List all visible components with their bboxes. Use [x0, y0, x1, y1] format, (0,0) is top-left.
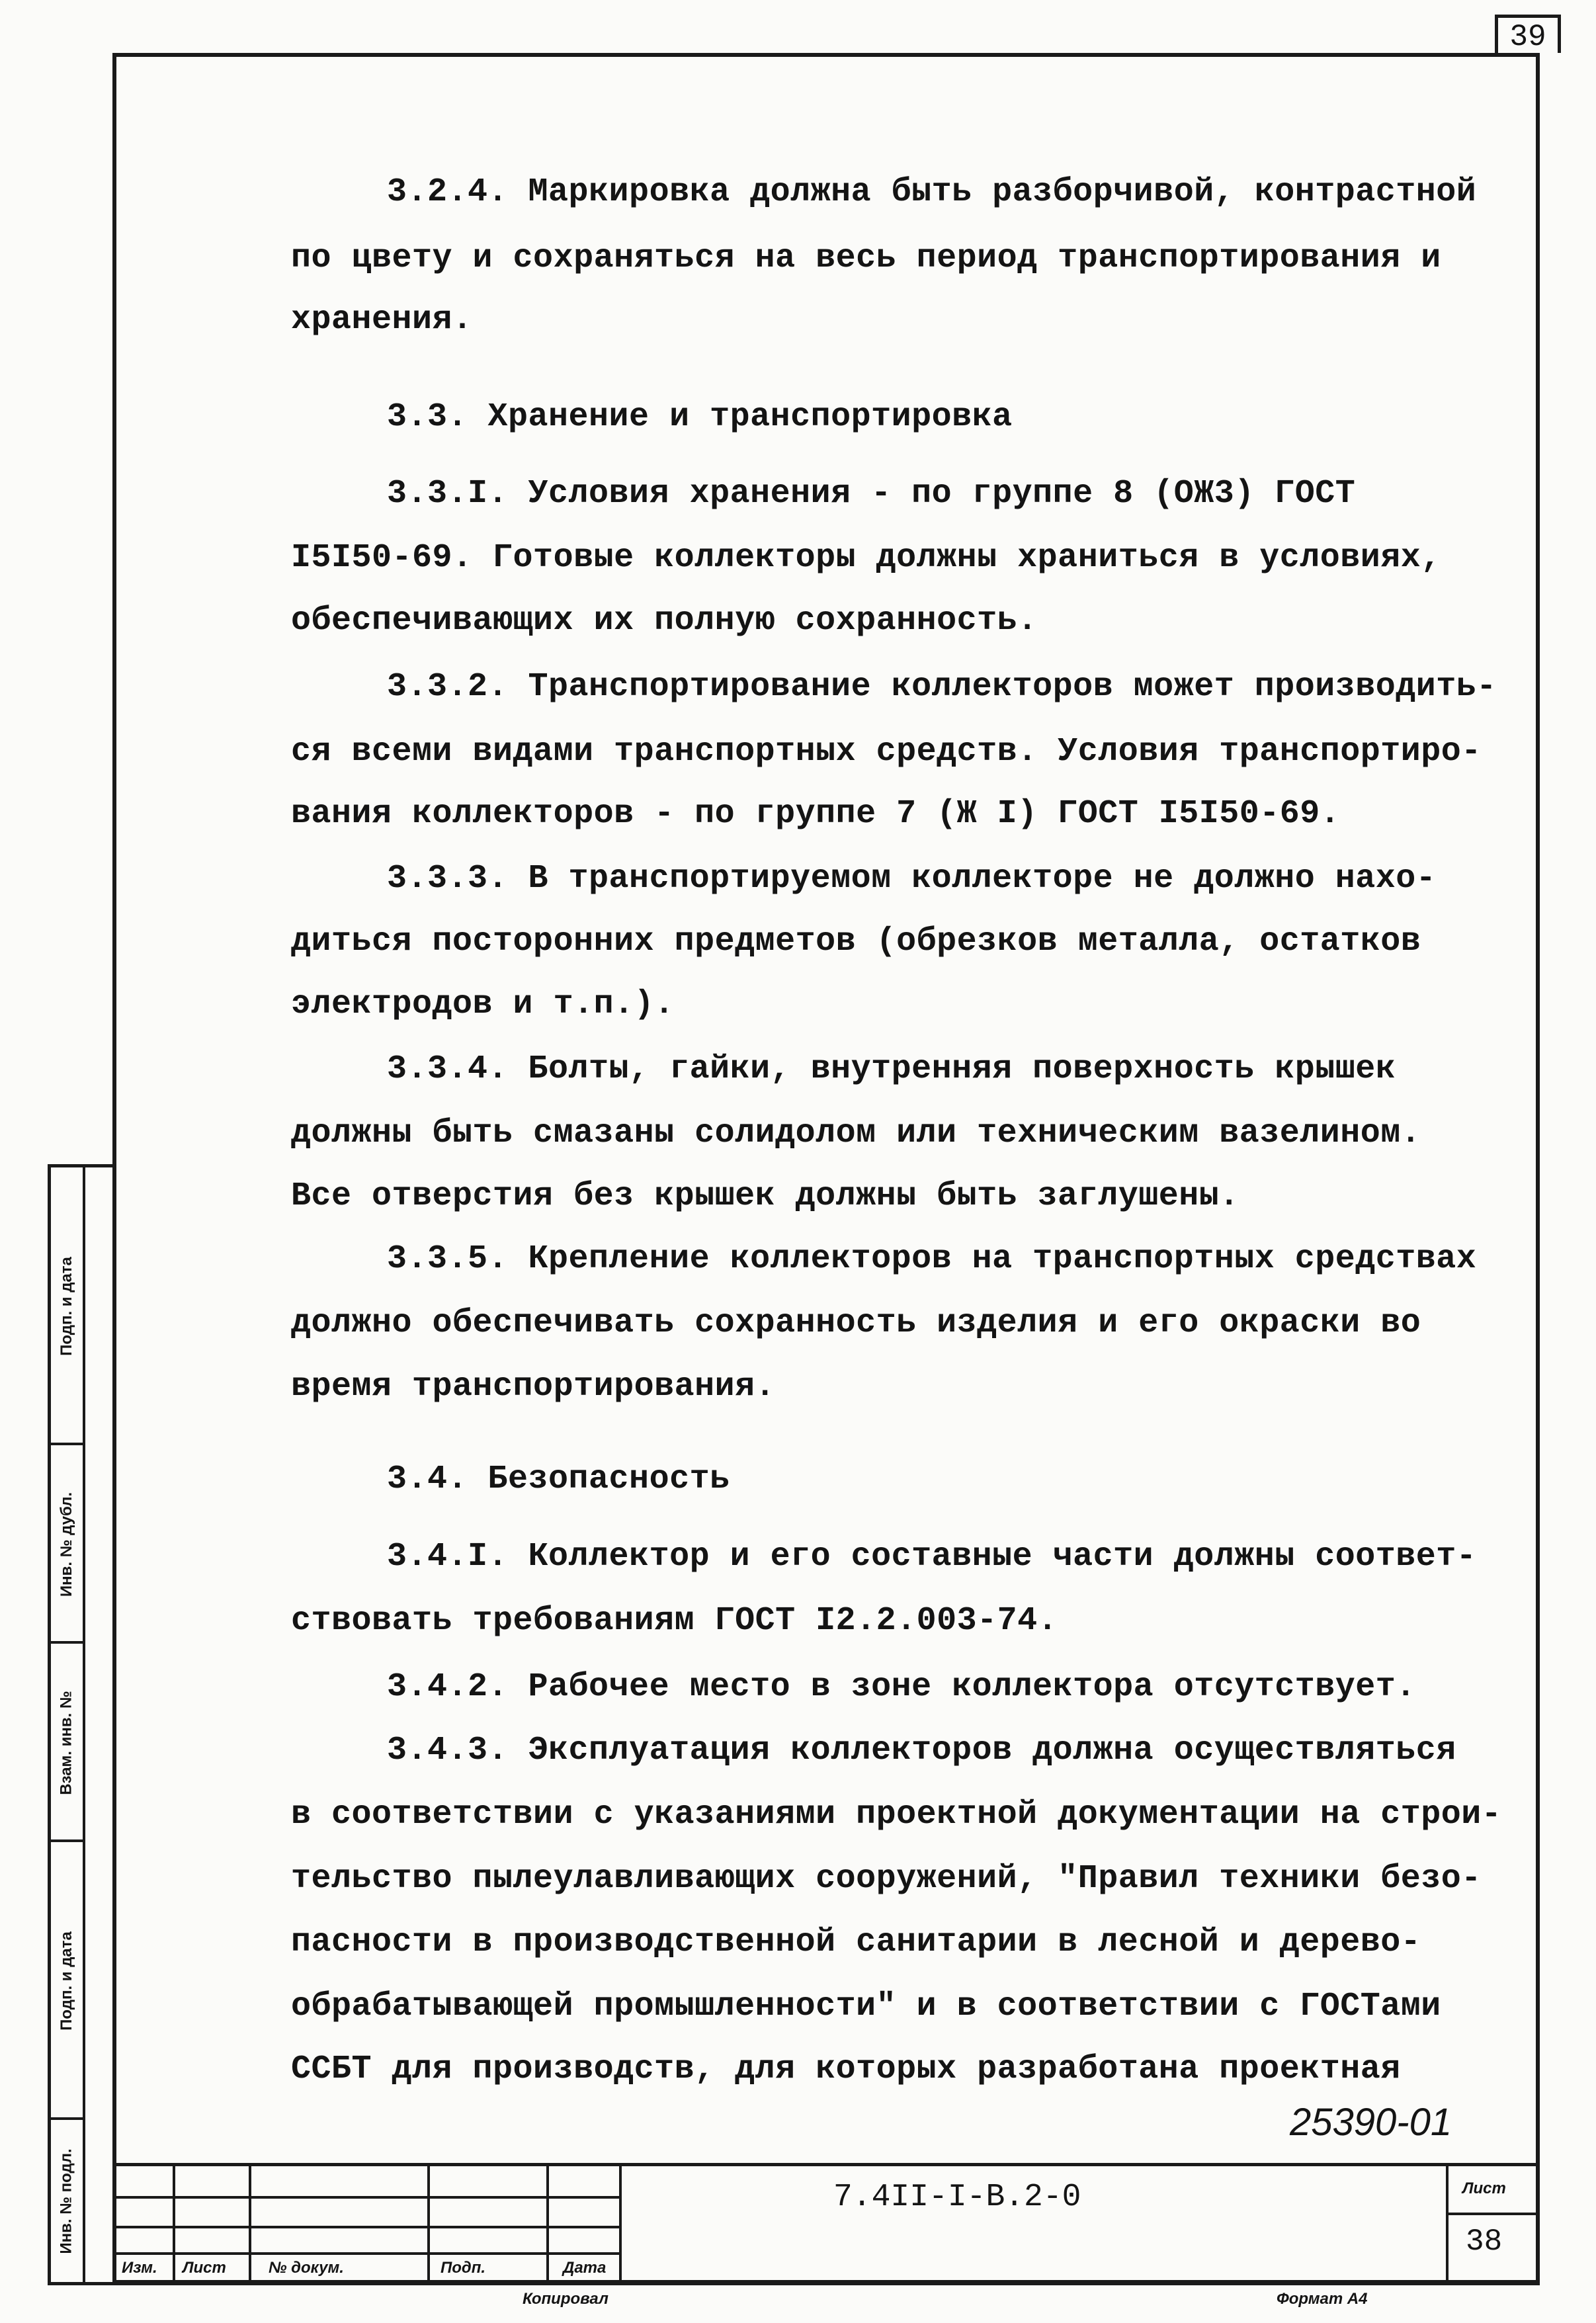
text-line: вания коллекторов - по группе 7 (Ж I) ГОСТ I5I50-69. [291, 795, 1341, 833]
sheet-number: 38 [1466, 2224, 1503, 2259]
title-block [116, 2163, 1540, 2285]
text-line: 3.3.2. Транспортирование коллекторов может производить- [387, 668, 1497, 706]
column-label-sheet: Лист [183, 2259, 226, 2277]
grid-line [116, 2226, 619, 2228]
text-line: пасности в производственной санитарии в лесной и деревo- [291, 1923, 1421, 1961]
handwritten-document-number: 25390-01 [1290, 2101, 1452, 2144]
copied-label: Копировал [523, 2290, 609, 2308]
grid-line [1446, 2213, 1540, 2215]
sheet-label: Лист [1462, 2179, 1506, 2197]
document-code: 7.4II-I-В.2-0 [833, 2179, 1081, 2215]
text-line: 3.3.5. Крепление коллекторов на транспортных средствах [387, 1240, 1477, 1278]
text-line: диться посторонних предметов (обрезков металла, остатков [291, 923, 1421, 960]
text-line: ССБТ для производств, для которых разработана проектная [291, 2050, 1401, 2088]
grid-line [116, 2280, 1540, 2284]
text-line: электродов и т.п.). [291, 986, 675, 1023]
text-line: 3.4.I. Коллектор и его составные части должны соответ- [387, 1538, 1477, 1576]
text-line: обеспечивающих их полную сохранность. [291, 602, 1038, 640]
column-label-change: Изм. [122, 2259, 157, 2277]
side-label: Подп. и дата [58, 1257, 76, 1356]
text-line: должно обеспечивать сохранность изделия и его окраски во [291, 1304, 1421, 1342]
text-line: 3.3.I. Условия хранения - по группе 8 (ОЖ3) ГОСТ [387, 475, 1356, 513]
text-line: в соответствии с указаниями проектной документации на строи- [291, 1796, 1502, 1834]
side-label: Взам. инв. № [58, 1691, 76, 1795]
grid-line [1446, 2166, 1449, 2285]
text-line: 3.3.4. Болты, гайки, внутренняя поверхность крышек [387, 1050, 1396, 1088]
side-label: Инв. № дубл. [58, 1492, 75, 1597]
section-heading: 3.4. Безопасность [387, 1460, 730, 1498]
grid-line [116, 2196, 619, 2199]
page-corner-number: 39 [1495, 15, 1561, 53]
text-line: ствовать требованиям ГОСТ I2.2.003-74. [291, 1602, 1058, 1640]
text-line: ся всеми видами транспортных средств. Условия транспортиро- [291, 733, 1482, 771]
side-label: Инв. № подл. [58, 2148, 75, 2254]
text-line: I5I50-69. Готовые коллекторы должны храниться в условиях, [291, 539, 1441, 577]
text-line: обрабатывающей промышленности" и в соответствии с ГОСТами [291, 1988, 1441, 2025]
section-heading: 3.3. Хранение и транспортировка [387, 398, 1013, 436]
column-label-document: № докум. [269, 2259, 344, 2277]
text-line: 3.4.2. Рабочее место в зоне коллектора отсутствует. [387, 1668, 1416, 1706]
text-line: по цвету и сохраняться на весь период транспортирования и [291, 239, 1441, 277]
side-stamp-strip [48, 1164, 116, 2285]
grid-line [619, 2166, 622, 2285]
text-line: должны быть смазаны солидолом или техническим вазелином. [291, 1115, 1421, 1152]
text-line: время транспортирования. [291, 1368, 776, 1406]
text-line: Все отверстия без крышек должны быть заглушены. [291, 1177, 1239, 1215]
text-line: хранения. [291, 301, 473, 339]
text-line: 3.4.3. Эксплуатация коллекторов должна осуществляться [387, 1732, 1456, 1769]
text-line: 3.3.3. В транспортируемом коллекторе не должно нахо- [387, 860, 1437, 898]
column-label-signature: Подп. [441, 2259, 486, 2277]
column-label-date: Дата [563, 2259, 607, 2277]
format-label: Формат А4 [1277, 2290, 1368, 2308]
text-line: 3.2.4. Маркировка должна быть разборчивой, контрастной [387, 173, 1477, 211]
text-line: тельство пылеулавливающих сооружений, "Правил техники безо- [291, 1860, 1482, 1898]
grid-line [116, 2252, 619, 2255]
side-label: Подп. и дата [58, 1931, 76, 2031]
side-strip-divider [83, 1167, 85, 2282]
